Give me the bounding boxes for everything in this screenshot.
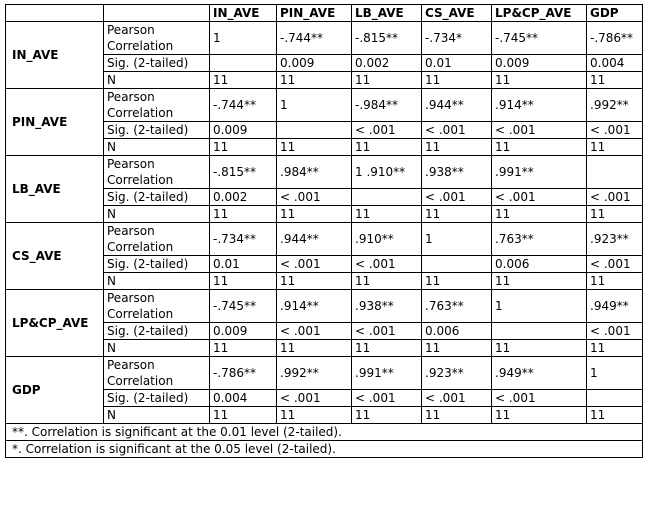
pearson-cell: .991** [352, 357, 422, 390]
statistic-label: Pearson Correlation [104, 357, 210, 390]
n-cell: 11 [277, 206, 352, 223]
n-cell: 11 [492, 206, 587, 223]
pearson-cell: -.815** [352, 22, 422, 55]
n-cell: 11 [352, 273, 422, 290]
footnote-row [6, 441, 643, 458]
sig-cell: < .001 [277, 189, 352, 206]
column-header: PIN_AVE [277, 5, 352, 22]
statistic-label: Pearson Correlation [104, 223, 210, 256]
header-row [6, 5, 643, 22]
pearson-cell: .949** [492, 357, 587, 390]
sig-cell: 0.006 [492, 256, 587, 273]
pearson-cell: -.734* [422, 22, 492, 55]
pearson-cell: 1 [210, 22, 277, 55]
pearson-cell: -.745** [210, 290, 277, 323]
sig-cell: 0.01 [422, 55, 492, 72]
n-cell: 11 [277, 139, 352, 156]
footnote-text: *. Correlation is significant at the 0.05 level (2-tailed). [6, 441, 643, 458]
pearson-cell: -.734** [210, 223, 277, 256]
sig-cell: < .001 [492, 390, 587, 407]
statistic-label: Pearson Correlation [104, 89, 210, 122]
pearson-cell: .923** [422, 357, 492, 390]
n-cell: 11 [587, 273, 643, 290]
n-cell: 11 [587, 206, 643, 223]
statistic-label: N [104, 273, 210, 290]
column-header: IN_AVE [210, 5, 277, 22]
pearson-cell: 1 [422, 223, 492, 256]
statistic-label: Pearson Correlation [104, 22, 210, 55]
statistic-label: N [104, 206, 210, 223]
sig-cell [492, 323, 587, 340]
corner-cell-stat [104, 5, 210, 22]
pearson-cell: .923** [587, 223, 643, 256]
row-variable-label: LB_AVE [6, 156, 104, 223]
n-cell: 11 [422, 139, 492, 156]
pearson-cell: .914** [277, 290, 352, 323]
sig-cell: 0.002 [352, 55, 422, 72]
sig-cell: < .001 [277, 390, 352, 407]
pearson-cell: .984** [277, 156, 352, 189]
pearson-cell: .949** [587, 290, 643, 323]
n-cell: 11 [210, 340, 277, 357]
n-cell: 11 [587, 139, 643, 156]
pearson-cell: 1 [277, 89, 352, 122]
column-header: LB_AVE [352, 5, 422, 22]
sig-cell: < .001 [422, 122, 492, 139]
pearson-cell: .938** [352, 290, 422, 323]
row-variable-label: LP&CP_AVE [6, 290, 104, 357]
table-row [6, 290, 643, 323]
n-cell: 11 [492, 407, 587, 424]
footnote-row [6, 424, 643, 441]
n-cell: 11 [277, 273, 352, 290]
statistic-label: N [104, 407, 210, 424]
n-cell: 11 [492, 340, 587, 357]
statistic-label: Sig. (2-tailed) [104, 189, 210, 206]
pearson-cell: .910** [352, 223, 422, 256]
pearson-cell: 1 [587, 357, 643, 390]
pearson-cell: .991** [492, 156, 587, 189]
column-header: CS_AVE [422, 5, 492, 22]
n-cell: 11 [352, 206, 422, 223]
n-cell: 11 [210, 273, 277, 290]
sig-cell: 0.009 [210, 323, 277, 340]
pearson-cell: .763** [422, 290, 492, 323]
row-variable-label: PIN_AVE [6, 89, 104, 156]
n-cell: 11 [587, 72, 643, 89]
sig-cell [352, 189, 422, 206]
n-cell: 11 [210, 139, 277, 156]
statistic-label: Pearson Correlation [104, 290, 210, 323]
table-row [6, 156, 643, 189]
table-row [6, 22, 643, 55]
n-cell: 11 [422, 340, 492, 357]
n-cell: 11 [422, 273, 492, 290]
sig-cell: 0.01 [210, 256, 277, 273]
n-cell: 11 [352, 407, 422, 424]
sig-cell [210, 55, 277, 72]
n-cell: 11 [422, 206, 492, 223]
pearson-cell: .938** [422, 156, 492, 189]
footnote-text: **. Correlation is significant at the 0.01 level (2-tailed). [6, 424, 643, 441]
sig-cell: < .001 [277, 323, 352, 340]
sig-cell: 0.004 [587, 55, 643, 72]
pearson-cell: -.744** [277, 22, 352, 55]
pearson-cell: .944** [422, 89, 492, 122]
n-cell: 11 [587, 407, 643, 424]
n-cell: 11 [210, 72, 277, 89]
n-cell: 11 [352, 72, 422, 89]
sig-cell: < .001 [352, 323, 422, 340]
column-header: GDP [587, 5, 643, 22]
statistic-label: Pearson Correlation [104, 156, 210, 189]
n-cell: 11 [352, 340, 422, 357]
n-cell: 11 [277, 72, 352, 89]
statistic-label: Sig. (2-tailed) [104, 122, 210, 139]
statistic-label: N [104, 72, 210, 89]
pearson-cell: .944** [277, 223, 352, 256]
sig-cell: < .001 [277, 256, 352, 273]
pearson-cell: 1 [492, 290, 587, 323]
row-variable-label: CS_AVE [6, 223, 104, 290]
sig-cell: < .001 [422, 390, 492, 407]
pearson-cell: .763** [492, 223, 587, 256]
row-variable-label: IN_AVE [6, 22, 104, 89]
sig-cell: < .001 [352, 122, 422, 139]
sig-cell: 0.009 [277, 55, 352, 72]
correlation-table-container [5, 4, 643, 458]
pearson-cell: .992** [277, 357, 352, 390]
n-cell: 11 [422, 72, 492, 89]
pearson-cell [587, 156, 643, 189]
sig-cell: 0.009 [210, 122, 277, 139]
n-cell: 11 [492, 72, 587, 89]
pearson-cell: 1 .910** [352, 156, 422, 189]
pearson-cell: -.745** [492, 22, 587, 55]
n-cell: 11 [210, 206, 277, 223]
sig-cell: < .001 [587, 256, 643, 273]
pearson-cell: -.786** [587, 22, 643, 55]
pearson-cell: -.786** [210, 357, 277, 390]
sig-cell: 0.004 [210, 390, 277, 407]
sig-cell: < .001 [587, 122, 643, 139]
row-variable-label: GDP [6, 357, 104, 424]
sig-cell: < .001 [587, 323, 643, 340]
statistic-label: Sig. (2-tailed) [104, 390, 210, 407]
sig-cell: < .001 [587, 189, 643, 206]
sig-cell: 0.009 [492, 55, 587, 72]
pearson-cell: .914** [492, 89, 587, 122]
statistic-label: N [104, 139, 210, 156]
sig-cell: < .001 [352, 256, 422, 273]
table-row [6, 357, 643, 390]
sig-cell: < .001 [492, 122, 587, 139]
pearson-cell: -.815** [210, 156, 277, 189]
statistic-label: N [104, 340, 210, 357]
n-cell: 11 [210, 407, 277, 424]
pearson-cell: -.984** [352, 89, 422, 122]
statistic-label: Sig. (2-tailed) [104, 323, 210, 340]
table-row [6, 89, 643, 122]
statistic-label: Sig. (2-tailed) [104, 256, 210, 273]
corner-cell [6, 5, 104, 22]
n-cell: 11 [277, 340, 352, 357]
sig-cell [422, 256, 492, 273]
correlation-table [5, 4, 643, 458]
n-cell: 11 [277, 407, 352, 424]
sig-cell: 0.006 [422, 323, 492, 340]
sig-cell [587, 390, 643, 407]
n-cell: 11 [492, 139, 587, 156]
table-body [6, 22, 643, 424]
n-cell: 11 [492, 273, 587, 290]
pearson-cell: -.744** [210, 89, 277, 122]
column-header: LP&CP_AVE [492, 5, 587, 22]
pearson-cell: .992** [587, 89, 643, 122]
sig-cell: < .001 [492, 189, 587, 206]
n-cell: 11 [587, 340, 643, 357]
n-cell: 11 [352, 139, 422, 156]
table-row [6, 223, 643, 256]
statistic-label: Sig. (2-tailed) [104, 55, 210, 72]
n-cell: 11 [422, 407, 492, 424]
sig-cell: < .001 [422, 189, 492, 206]
sig-cell: < .001 [352, 390, 422, 407]
sig-cell [277, 122, 352, 139]
sig-cell: 0.002 [210, 189, 277, 206]
